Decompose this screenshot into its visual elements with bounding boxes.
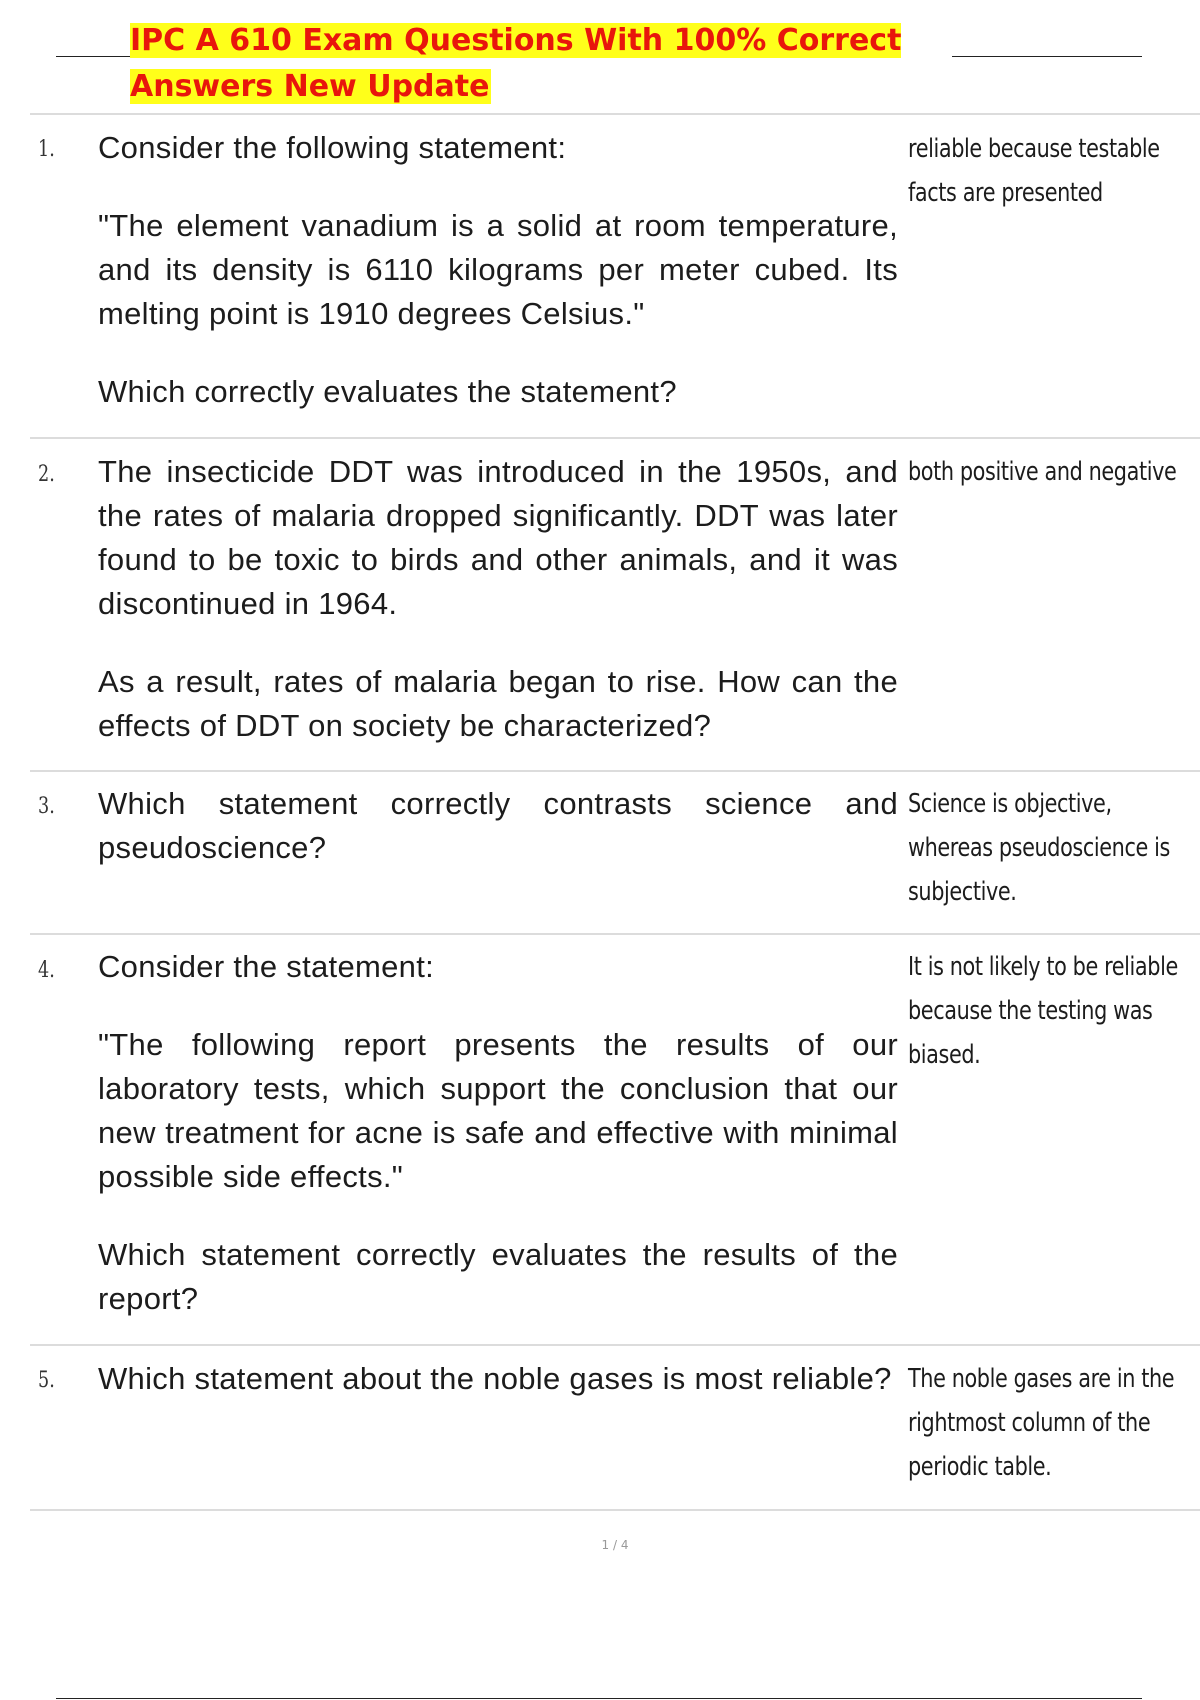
question-text	[98, 945, 898, 1321]
page-number: 1 / 4	[601, 1538, 629, 1552]
question-number: 4.	[38, 958, 55, 983]
answer-text: both positive and negative	[908, 457, 1177, 487]
question-paragraph: Consider the statement:	[98, 949, 435, 984]
answer-text: The noble gases are in the rightmost column of the periodic table.	[908, 1364, 1175, 1482]
question-paragraph: "The element vanadium is a solid at room temperature, and its density is 6110 kilograms per meter cubed. Its melting point is 1910 degrees Celsius."	[98, 208, 898, 331]
question-paragraph: As a result, rates of malaria began to rise. How can the effects of DDT on society be characterized?	[98, 664, 898, 743]
footer-line	[56, 1698, 1142, 1699]
question-text	[98, 126, 898, 414]
divider	[30, 437, 1200, 439]
document-title-text: IPC A 610 Exam Questions With 100% Correct Answers New Update	[130, 23, 902, 104]
question-number: 1.	[38, 137, 55, 162]
question-paragraph: The insecticide DDT was introduced in the 1950s, and the rates of malaria dropped significantly. DDT was later found to be toxic to birds and other animals, and it was discontinued in 1964.	[98, 454, 898, 621]
question-number: 5.	[38, 1368, 55, 1393]
answer-text: reliable because testable facts are presented	[908, 134, 1160, 208]
question-paragraph: Which statement correctly contrasts science and pseudoscience?	[98, 786, 898, 865]
question-number: 3.	[38, 794, 55, 819]
question-text	[98, 782, 898, 870]
title-underline-left	[56, 56, 130, 57]
answer-text: It is not likely to be reliable because the testing was biased.	[908, 952, 1178, 1070]
question-paragraph: Which statement correctly evaluates the results of the report?	[98, 1237, 898, 1316]
question-text	[98, 1357, 898, 1401]
divider	[30, 1344, 1200, 1346]
question-text	[98, 450, 898, 748]
question-paragraph: "The following report presents the results of our laboratory tests, which support the conclusion that our new treatment for acne is safe and effective with minimal possible side effects."	[98, 1027, 898, 1194]
question-paragraph: Consider the following statement:	[98, 130, 567, 165]
document-title	[130, 18, 950, 110]
divider	[30, 933, 1200, 935]
question-number: 2.	[38, 462, 55, 487]
title-underline-right	[952, 56, 1142, 57]
divider	[30, 113, 1200, 115]
divider	[30, 1509, 1200, 1511]
question-paragraph: Which statement about the noble gases is most reliable?	[98, 1361, 892, 1396]
question-paragraph: Which correctly evaluates the statement?	[98, 374, 677, 409]
divider	[30, 770, 1200, 772]
answer-text: Science is objective, whereas pseudoscience is subjective.	[908, 789, 1170, 907]
